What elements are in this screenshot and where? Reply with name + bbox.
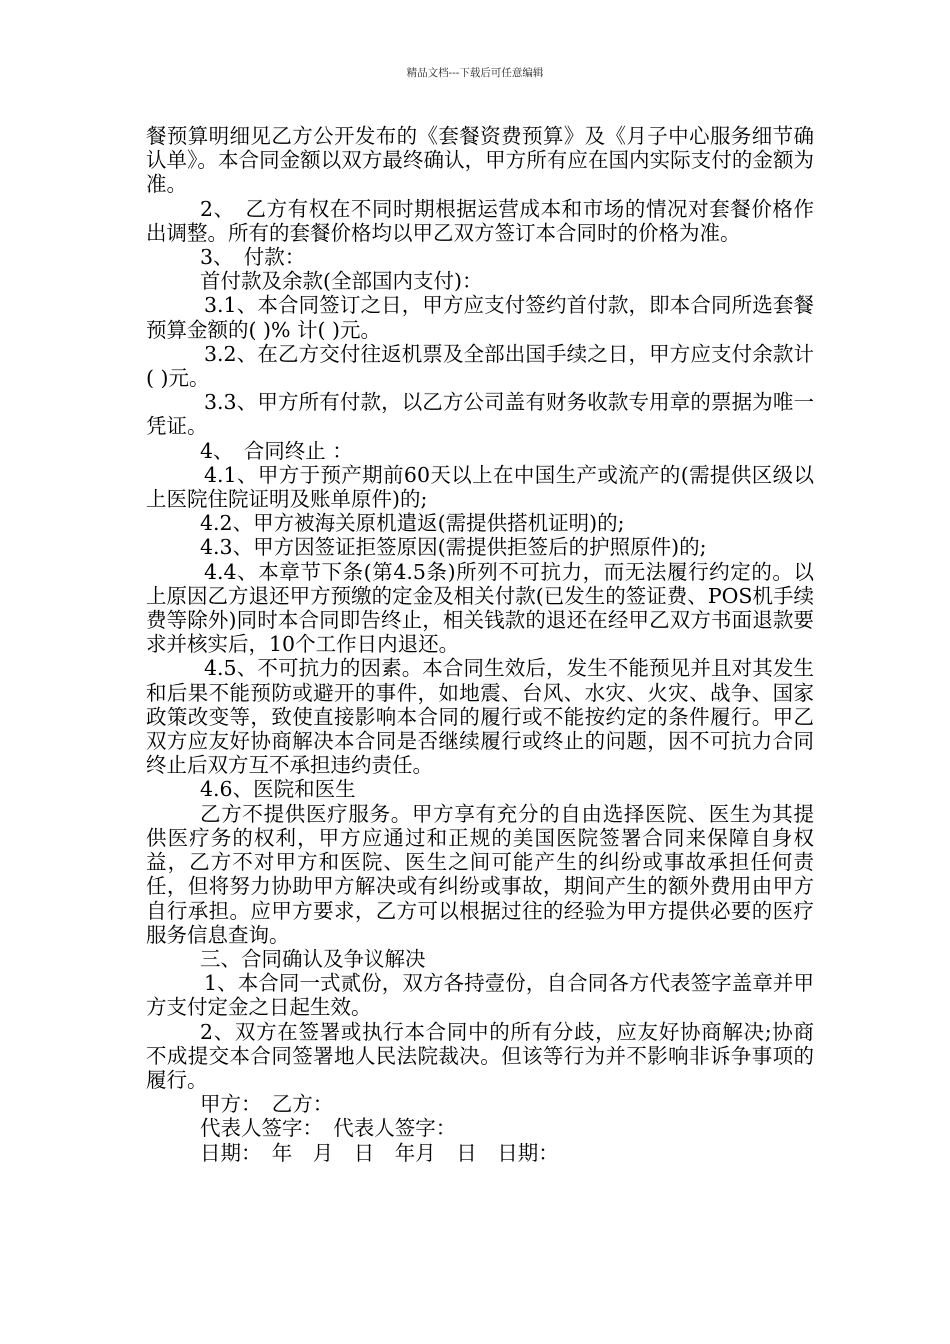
paragraph-13: 4.5、不可抗力的因素。本合同生效后，发生不能预见并且对其发生和后果不能预防或避开的事件，如地震、台风、水灾、火灾、战争、国家政策改变等，致使直接影响本合同的履行或不能按约定的条件履行。甲乙双方应友好协商解决本合同是否继续履行或终止的问题，因不可抗力合同终止后双方互不承担违约责任。	[146, 656, 814, 778]
paragraph-12: 4.4、本章节下条(第4.5条)所列不可抗力，而无法履行约定的。以上原因乙方退还甲方预缴的定金及相关付款(已发生的签证费、POS机手续费等除外)同时本合同即告终止，相关钱款的退还在经甲乙双方书面退款要求并核实后，10个工作日内退还。	[146, 559, 814, 657]
paragraph-5: 3.1、本合同签订之日，甲方应支付签约首付款，即本合同所选套餐预算金额的( )% 计( )元。	[146, 293, 814, 342]
paragraph-4: 首付款及余款(全部国内支付)：	[200, 269, 483, 294]
paragraph-8: 4、 合同终止 ：	[200, 438, 353, 463]
signature-parties: 甲方： 乙方：	[200, 1092, 334, 1117]
paragraph-7: 3.3、甲方所有付款，以乙方公司盖有财务收款专用章的票据为唯一凭证。	[146, 390, 814, 439]
paragraph-18: 2、双方在签署或执行本合同中的所有分歧，应友好协商解决;协商不成提交本合同签署地人民法院裁决。但该等行为并不影响非诉争事项的履行。	[146, 1019, 814, 1092]
paragraph-14: 4.6、医院和医生	[200, 777, 356, 802]
signature-representatives: 代表人签字： 代表人签字：	[200, 1116, 457, 1141]
paragraph-9: 4.1、甲方于预产期前60天以上在中国生产或流产的(需提供区级以上医院住院证明及账单原件)的;	[146, 462, 814, 512]
paragraph-10: 4.2、甲方被海关原机遣返(需提供搭机证明)的;	[200, 511, 625, 536]
paragraph-15: 乙方不提供医疗服务。甲方享有充分的自由选择医院、医生为其提供医疗务的权利，甲方应通过和正规的美国医院签署合同来保障自身权益，乙方不对甲方和医院、医生之间可能产生的纠纷或事故承担任何责任，但将努力协助甲方解决或有纠纷或事故，期间产生的额外费用由甲方自行承担。应甲方要求，乙方可以根据过往的经验为甲方提供必要的医疗服务信息查询。	[146, 801, 814, 947]
signature-dates: 日期： 年 月 日 年月 日 日期：	[200, 1140, 559, 1165]
paragraph-11: 4.3、甲方因签证拒签原因(需提供拒签后的护照原件)的;	[200, 535, 707, 560]
page-header: 精品文档---下载后可任意编辑	[406, 67, 544, 79]
paragraph-6: 3.2、在乙方交付往返机票及全部出国手续之日，甲方应支付余款计( )元。	[146, 341, 814, 391]
paragraph-16: 三、合同确认及争议解决	[200, 946, 426, 971]
document-body	[146, 124, 814, 1165]
paragraph-2: 2、 乙方有权在不同时期根据运营成本和市场的情况对套餐价格作出调整。所有的套餐价格均以甲乙双方签订本合同时的价格为准。	[146, 196, 814, 245]
paragraph-17: 1、本合同一式贰份，双方各持壹份，自合同各方代表签字盖章并甲方支付定金之日起生效。	[146, 971, 814, 1020]
paragraph-3: 3、 付款：	[200, 245, 306, 270]
paragraph-1: 餐预算明细见乙方公开发布的《套餐资费预算》及《月子中心服务细节确认单》。本合同金额以双方最终确认，甲方所有应在国内实际支付的金额为准。	[146, 124, 814, 197]
